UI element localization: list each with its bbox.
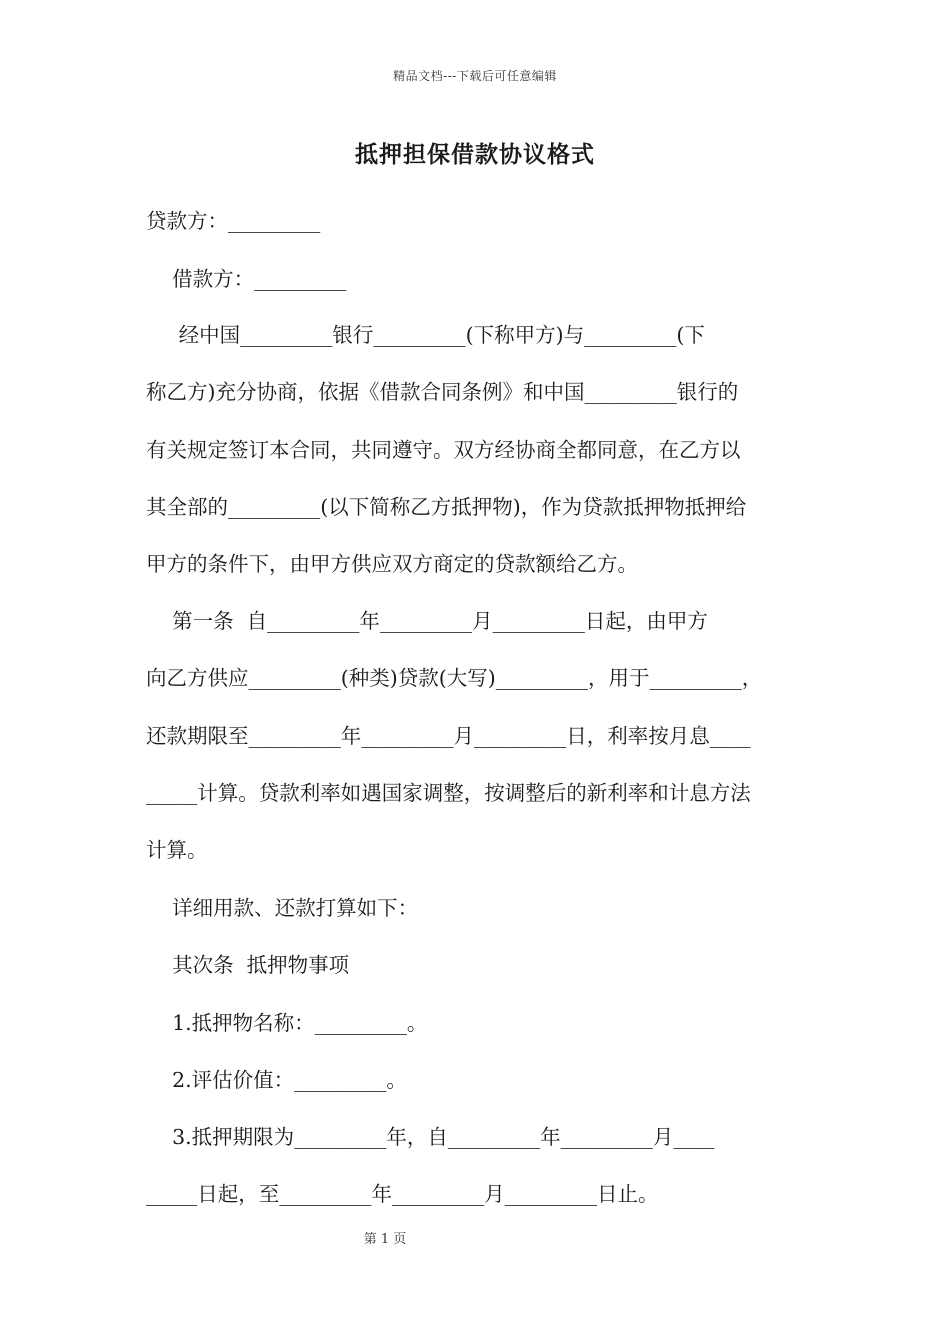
- page-number: 第 1 页: [363, 1232, 407, 1247]
- paragraph-line: 向乙方供应_________(种类)贷款(大写)_________，用于_________，: [146, 666, 763, 690]
- paragraph-line: 甲方的条件下，由甲方供应双方商定的贷款额给乙方。: [146, 552, 638, 576]
- header-note: 精品文档---下载后可任意编辑: [393, 69, 557, 83]
- paragraph-line: _____日起，至_________年_________月_________日止。: [146, 1182, 659, 1206]
- paragraph-line: _____计算。贷款利率如遇国家调整，按调整后的新利率和计息方法: [146, 781, 751, 805]
- paragraph-line: 还款期限至_________年_________月_________日，利率按月息____: [146, 724, 751, 748]
- paragraph-line: 其全部的_________(以下简称乙方抵押物)，作为贷款抵押物抵押给: [146, 495, 747, 519]
- paragraph-line: 详细用款、还款打算如下：: [146, 896, 419, 920]
- paragraph-line: 3.抵押期限为_________年，自_________年_________月____: [146, 1125, 715, 1149]
- paragraph-line: 有关规定签订本合同，共同遵守。双方经协商全都同意，在乙方以: [146, 438, 741, 462]
- paragraph-line: 称乙方)充分协商，依据《借款合同条例》和中国_________银行的: [146, 380, 739, 404]
- document-title: 抵押担保借款协议格式: [355, 141, 595, 168]
- paragraph-line: 第一条 自_________年_________月_________日起，由甲方: [146, 609, 708, 633]
- paragraph-line: 其次条 抵押物事项: [146, 953, 350, 977]
- paragraph-line: 1.抵押物名称：_________。: [146, 1011, 428, 1035]
- paragraph-line: 2.评估价值：_________。: [146, 1068, 407, 1092]
- paragraph-line: 计算。: [146, 838, 208, 862]
- paragraph-line: 经中国_________银行_________(下称甲方)与_________(下: [146, 323, 705, 347]
- paragraph-line: 借款方：_________: [146, 267, 347, 291]
- paragraph-line: 贷款方：_________: [146, 209, 321, 233]
